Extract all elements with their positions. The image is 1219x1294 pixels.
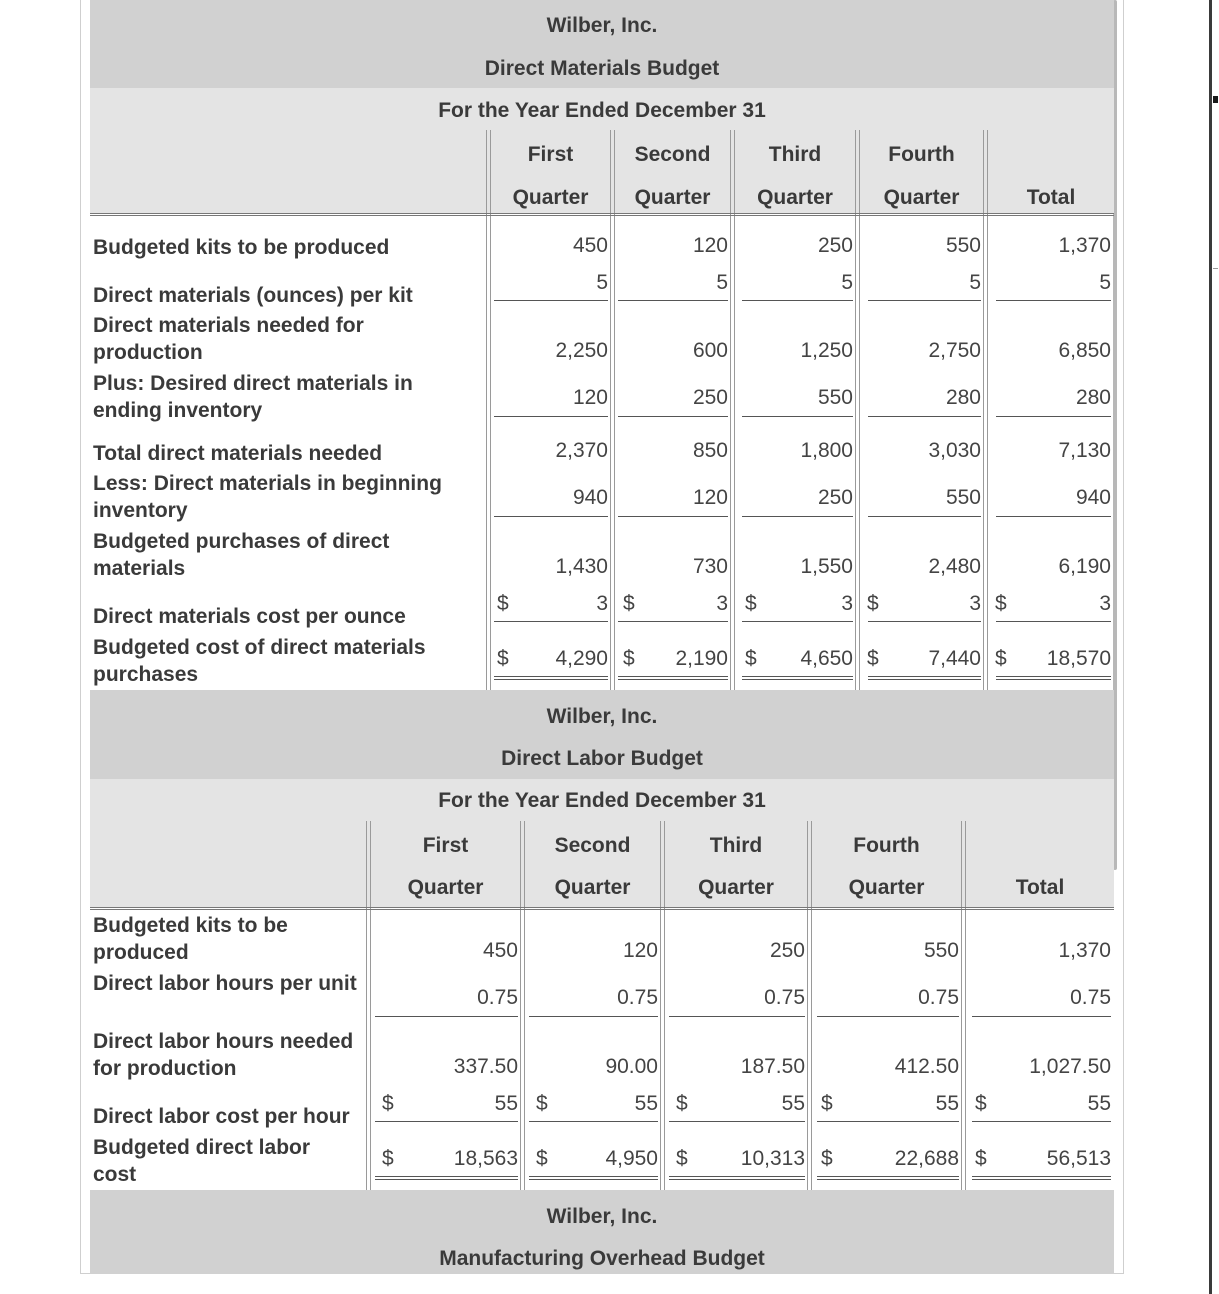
dl-subtotal-rule — [817, 1121, 959, 1122]
dl-subtotal-rule — [529, 1121, 658, 1122]
dm-row-label: Plus: Desired direct materials in ending inventory — [93, 372, 413, 422]
dm-cell: 2,370 — [555, 439, 608, 462]
dl-total-rule — [669, 1176, 805, 1180]
dm-cell: 1,370 — [1058, 234, 1111, 257]
dm-row-label: Direct materials needed for production — [93, 314, 364, 364]
dl-cell: 187.50 — [740, 1055, 805, 1078]
dm-subtotal-rule — [868, 621, 981, 622]
dm-cell: 18,570 — [1046, 647, 1111, 670]
dm-currency-sign: $ — [745, 592, 757, 615]
dm-header-q1-line1: First — [527, 143, 574, 166]
dm-subtotal-rule — [618, 300, 728, 301]
dm-row-label: Budgeted cost of direct materials purchases — [93, 636, 426, 686]
dm-cell: 550 — [817, 386, 853, 409]
dl-header-q1-line2: Quarter — [407, 876, 484, 899]
dl-cell: 90.00 — [605, 1055, 658, 1078]
dm-subtotal-rule — [742, 516, 853, 517]
dl-cell: 55 — [1087, 1092, 1111, 1115]
dm-cell: 2,250 — [555, 339, 608, 362]
dl-total-rule — [375, 1176, 518, 1180]
dm-cell: 940 — [572, 486, 608, 509]
dm-row-label: Less: Direct materials in beginning inventory — [93, 472, 442, 522]
dm-row-label: Total direct materials needed — [93, 442, 383, 465]
dl-cell: 4,950 — [605, 1147, 658, 1170]
dm-cell: 5 — [969, 271, 981, 294]
dm-subtotal-rule — [618, 621, 728, 622]
dm-subtotal-rule — [494, 516, 608, 517]
dl-cell: 0.75 — [764, 986, 805, 1009]
dm-cell: 3 — [596, 592, 608, 615]
dl-subtotal-rule — [669, 1121, 805, 1122]
dm-subtotal-rule — [742, 416, 853, 417]
dm-cell: 7,130 — [1058, 439, 1111, 462]
dm-header-q2-line2: Quarter — [634, 186, 711, 209]
dl-total-rule — [817, 1176, 959, 1180]
dl-row-label: Direct labor cost per hour — [93, 1105, 350, 1128]
dl-subtotal-rule — [972, 1121, 1111, 1122]
dm-currency-sign: $ — [623, 647, 635, 670]
dm-subtotal-rule — [996, 416, 1111, 417]
dm-cell: 6,190 — [1058, 555, 1111, 578]
dm-subtotal-rule — [618, 416, 728, 417]
dm-cell: 280 — [1075, 386, 1111, 409]
dm-subtotal-rule — [494, 621, 608, 622]
dl-cell: 10,313 — [740, 1147, 805, 1170]
dl-currency-sign: $ — [975, 1092, 987, 1115]
dl-row-label: Budgeted kits to be produced — [93, 914, 288, 964]
dm-company-title: Wilber, Inc. — [546, 14, 658, 37]
dl-subtotal-rule — [669, 1016, 805, 1017]
dl-cell: 56,513 — [1046, 1147, 1111, 1170]
dm-total-rule — [868, 676, 981, 680]
dm-cell: 3 — [969, 592, 981, 615]
dm-subtotal-rule — [996, 621, 1111, 622]
dm-subtotal-rule — [996, 516, 1111, 517]
dm-period-title: For the Year Ended December 31 — [438, 99, 766, 122]
dl-currency-sign: $ — [536, 1092, 548, 1115]
dl-total-rule — [972, 1176, 1111, 1180]
dm-cell: 6,850 — [1058, 339, 1111, 362]
dm-row-label: Direct materials cost per ounce — [93, 605, 406, 628]
dm-cell: 3 — [1099, 592, 1111, 615]
dm-row-label: Direct materials (ounces) per kit — [93, 284, 413, 307]
dm-cell: 120 — [572, 386, 608, 409]
dl-header-total: Total — [1015, 876, 1065, 899]
dm-cell: 280 — [945, 386, 981, 409]
dm-subtotal-rule — [494, 416, 608, 417]
dm-cell: 1,550 — [800, 555, 853, 578]
dl-cell: 250 — [769, 939, 805, 962]
dm-subtotal-rule — [618, 516, 728, 517]
dm-budget-title: Direct Materials Budget — [484, 57, 720, 80]
dl-header-q4-line2: Quarter — [848, 876, 925, 899]
dl-subtotal-rule — [375, 1121, 518, 1122]
dm-cell: 120 — [692, 234, 728, 257]
dl-row-label: Direct labor hours needed for production — [93, 1030, 354, 1080]
dl-header-q3-line2: Quarter — [698, 876, 774, 899]
dm-cell: 120 — [692, 486, 728, 509]
dl-currency-sign: $ — [536, 1147, 548, 1170]
dm-currency-sign: $ — [867, 647, 879, 670]
dl-period-title: For the Year Ended December 31 — [438, 789, 766, 812]
window-edge — [1209, 0, 1212, 1294]
dm-cell: 730 — [692, 555, 728, 578]
dl-budget-title: Direct Labor Budget — [501, 747, 703, 770]
dm-subtotal-rule — [494, 300, 608, 301]
dl-subtotal-rule — [817, 1016, 959, 1017]
dm-row-label: Budgeted purchases of direct materials — [93, 530, 390, 580]
dl-header-rule — [90, 907, 1114, 910]
dl-cell: 0.75 — [617, 986, 658, 1009]
dm-row-label: Budgeted kits to be produced — [93, 236, 390, 259]
dm-subtotal-rule — [868, 516, 981, 517]
dm-cell: 5 — [1099, 271, 1111, 294]
dm-cell: 4,650 — [800, 647, 853, 670]
dl-subtotal-rule — [529, 1016, 658, 1017]
mo-budget-title: Manufacturing Overhead Budget — [439, 1247, 765, 1270]
dl-currency-sign: $ — [676, 1147, 688, 1170]
dl-cell: 1,370 — [1058, 939, 1111, 962]
dm-cell: 2,750 — [928, 339, 981, 362]
dl-subtotal-rule — [972, 1016, 1111, 1017]
dm-total-rule — [618, 676, 728, 680]
dm-total-rule — [996, 676, 1111, 680]
dm-cell: 450 — [572, 234, 608, 257]
dl-cell: 55 — [634, 1092, 658, 1115]
dm-cell: 5 — [841, 271, 853, 294]
dm-subtotal-rule — [868, 416, 981, 417]
dm-currency-sign: $ — [497, 647, 509, 670]
window-edge-marker — [1213, 96, 1218, 103]
dm-cell: 5 — [716, 271, 728, 294]
dm-header-total: Total — [1026, 186, 1076, 209]
dm-currency-sign: $ — [497, 592, 509, 615]
dm-cell: 250 — [817, 234, 853, 257]
dm-cell: 250 — [692, 386, 728, 409]
dl-currency-sign: $ — [676, 1092, 688, 1115]
dl-header-q4-line1: Fourth — [853, 834, 920, 857]
dm-cell: 1,800 — [800, 439, 853, 462]
dl-cell: 120 — [622, 939, 658, 962]
dl-cell: 0.75 — [477, 986, 518, 1009]
dl-currency-sign: $ — [382, 1092, 394, 1115]
dm-currency-sign: $ — [623, 592, 635, 615]
dm-cell: 2,190 — [675, 647, 728, 670]
dl-cell: 18,563 — [453, 1147, 518, 1170]
dm-cell: 2,480 — [928, 555, 981, 578]
dl-cell: 0.75 — [918, 986, 959, 1009]
dl-header-q2-line2: Quarter — [554, 876, 631, 899]
dm-subtotal-rule — [742, 621, 853, 622]
dm-cell: 850 — [692, 439, 728, 462]
dm-cell: 550 — [945, 486, 981, 509]
dm-subtotal-rule — [742, 300, 853, 301]
dl-company-title: Wilber, Inc. — [546, 705, 658, 728]
dm-cell: 3 — [716, 592, 728, 615]
dm-currency-sign: $ — [995, 647, 1007, 670]
dm-header-q2-line1: Second — [634, 143, 711, 166]
dm-cell: 250 — [817, 486, 853, 509]
dl-currency-sign: $ — [975, 1147, 987, 1170]
dm-cell: 1,430 — [555, 555, 608, 578]
dl-cell: 0.75 — [1070, 986, 1111, 1009]
dl-cell: 337.50 — [453, 1055, 518, 1078]
dm-currency-sign: $ — [995, 592, 1007, 615]
dm-cell: 4,290 — [555, 647, 608, 670]
dm-cell: 3 — [841, 592, 853, 615]
dl-cell: 22,688 — [894, 1147, 959, 1170]
dm-total-rule — [742, 676, 853, 680]
mo-company-title: Wilber, Inc. — [546, 1205, 658, 1228]
dl-cell: 1,027.50 — [1029, 1055, 1111, 1078]
dm-cell: 5 — [596, 271, 608, 294]
dm-header-rule — [90, 213, 1114, 216]
dm-cell: 7,440 — [928, 647, 981, 670]
dm-header-q3-line1: Third — [768, 143, 822, 166]
dm-header-q1-line2: Quarter — [512, 186, 589, 209]
dm-cell: 3,030 — [928, 439, 981, 462]
dl-currency-sign: $ — [382, 1147, 394, 1170]
window-edge-tick — [1213, 268, 1218, 269]
dl-row-label: Direct labor hours per unit — [93, 972, 357, 995]
dm-currency-sign: $ — [745, 647, 757, 670]
dm-subtotal-rule — [868, 300, 981, 301]
dm-cell: 940 — [1075, 486, 1111, 509]
dm-cell: 600 — [692, 339, 728, 362]
dl-header-q2-line1: Second — [554, 834, 631, 857]
dl-cell: 55 — [935, 1092, 959, 1115]
dl-header-q3-line1: Third — [709, 834, 763, 857]
dl-row-label: Budgeted direct labor cost — [93, 1136, 311, 1186]
dl-subtotal-rule — [375, 1016, 518, 1017]
dl-currency-sign: $ — [821, 1092, 833, 1115]
dm-header-q4-line1: Fourth — [888, 143, 955, 166]
dm-currency-sign: $ — [867, 592, 879, 615]
dm-total-rule — [494, 676, 608, 680]
dl-cell: 55 — [494, 1092, 518, 1115]
dl-cell: 450 — [482, 939, 518, 962]
dl-header-q1-line1: First — [422, 834, 469, 857]
dm-header-q3-line2: Quarter — [757, 186, 833, 209]
dm-cell: 550 — [945, 234, 981, 257]
dm-header-q4-line2: Quarter — [883, 186, 960, 209]
dl-total-rule — [529, 1176, 658, 1180]
dl-currency-sign: $ — [821, 1147, 833, 1170]
dl-cell: 55 — [781, 1092, 805, 1115]
dl-cell: 550 — [923, 939, 959, 962]
dm-cell: 1,250 — [800, 339, 853, 362]
dm-subtotal-rule — [996, 300, 1111, 301]
dl-cell: 412.50 — [894, 1055, 959, 1078]
